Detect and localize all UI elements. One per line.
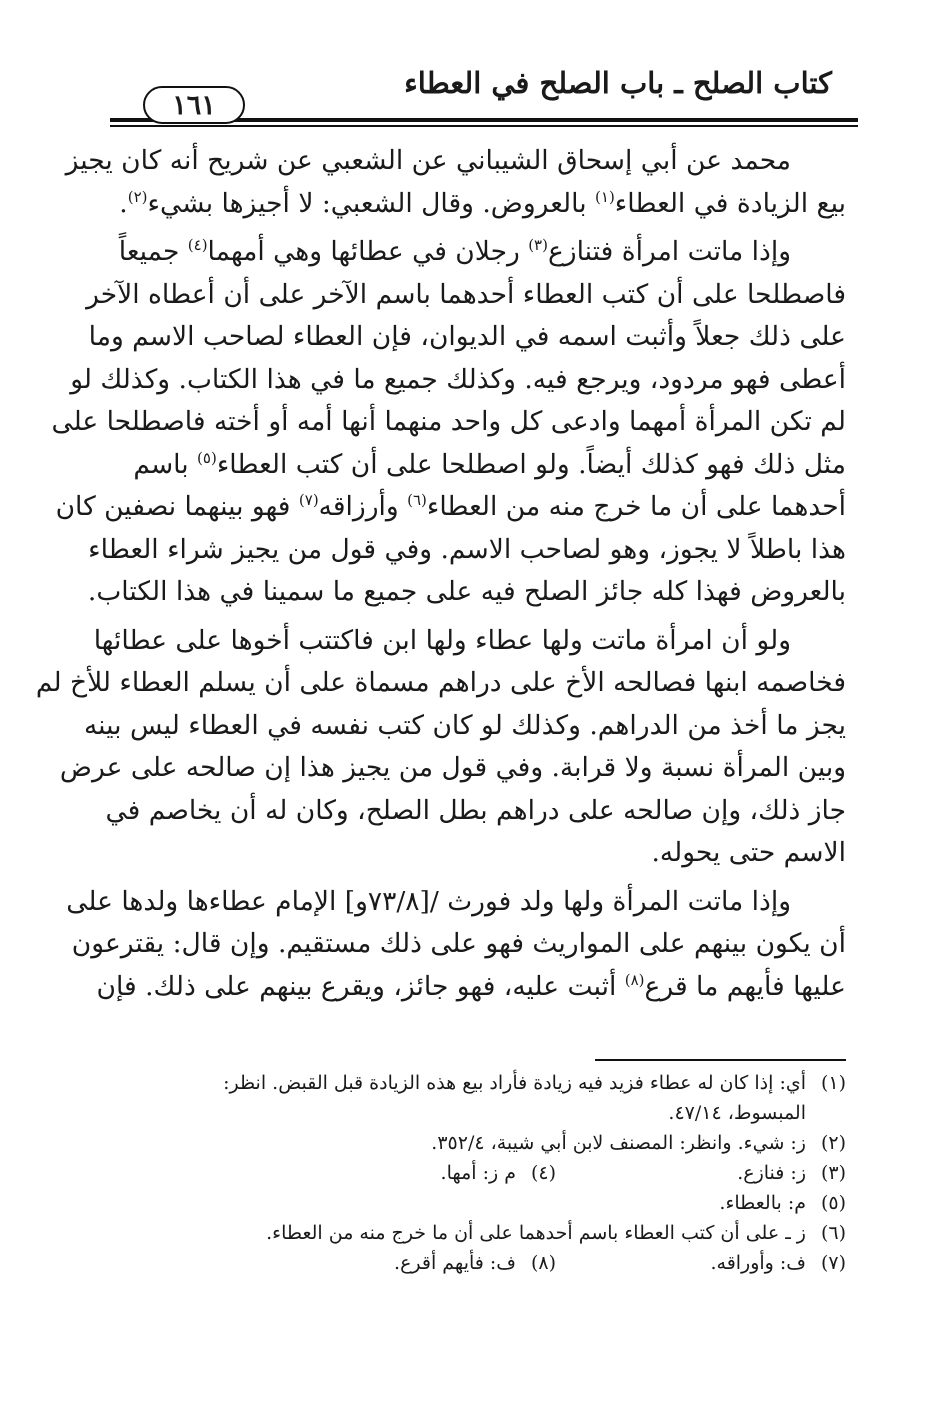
text-run: رجلان في عطائها وهي أمهما bbox=[207, 236, 529, 267]
text-run: باسم bbox=[133, 448, 198, 480]
text-run: . bbox=[119, 187, 128, 219]
footnote-separator bbox=[595, 1059, 846, 1061]
text-run: أعطى فهو مردود، ويرجع فيه. وكذلك جميع ما في هذا الكتاب. وكذلك لو bbox=[70, 363, 846, 395]
text-line bbox=[70, 359, 846, 402]
footnote-text: ز ـ على أن كتب العطاء باسم أحدهما على أن ما خرج منه من العطاء. bbox=[266, 1222, 806, 1244]
text-run: جاز ذلك، وإن صالحه على دراهم بطل الصلح، وكان له أن يخاصم في bbox=[105, 794, 846, 826]
footnote-text: المبسوط، ٤٧/١٤. bbox=[668, 1102, 806, 1124]
footnote-text: أي: إذا كان له عطاء فزيد فيه زيادة فأراد بيع هذه الزيادة قبل القبض. انظر: bbox=[223, 1072, 806, 1094]
text-line bbox=[71, 923, 846, 966]
text-run: أثبت عليه، فهو جائز، ويقرع بينهم على ذلك. فإن bbox=[96, 970, 625, 1002]
text-line bbox=[100, 231, 846, 274]
paragraph bbox=[65, 140, 846, 225]
footnote-line bbox=[100, 1218, 846, 1248]
text-line bbox=[100, 790, 846, 833]
text-run: وإذا ماتت امرأة فتنازع bbox=[547, 236, 791, 267]
text-line bbox=[86, 274, 846, 317]
footnote-line bbox=[100, 1098, 846, 1128]
page-number: ١٦١ bbox=[143, 86, 245, 124]
footnote-number: (٢) bbox=[820, 1132, 846, 1154]
text-run: جميعاً bbox=[118, 236, 188, 267]
main-text bbox=[35, 140, 846, 1008]
text-line bbox=[96, 966, 846, 1009]
text-run: بالعروض. وقال الشعبي: لا أجيزها بشيء bbox=[147, 187, 596, 219]
footnote-text: م: بالعطاء. bbox=[719, 1192, 806, 1214]
footnote-marker: (٥) bbox=[197, 448, 217, 467]
text-run: هذا باطلاً لا يجوز، وهو لصاحب الاسم. وفي قول من يجيز شراء العطاء bbox=[88, 533, 846, 565]
footnotes bbox=[100, 1068, 846, 1278]
text-line bbox=[100, 444, 846, 487]
footnote-line bbox=[100, 1248, 846, 1278]
text-run: محمد عن أبي إسحاق الشيباني عن الشعبي عن شريح أنه كان يجيز bbox=[65, 145, 791, 176]
text-run: أن يكون بينهم على المواريث فهو على ذلك مستقيم. وإن قال: يقترعون bbox=[71, 928, 846, 959]
text-run: لم تكن المرأة أمهما وادعى كل واحد منهما أنها أمه أو أخته فاصطلحا على bbox=[51, 406, 846, 437]
text-run: على ذلك جعلاً وأثبت اسمه في الديوان، فإن العطاء لصاحب الاسم وما bbox=[88, 321, 846, 352]
text-run: وبين المرأة نسبة ولا قرابة. وفي قول من يجيز هذا إن صالحه على عرض bbox=[59, 752, 846, 783]
footnote-marker: (٦) bbox=[407, 491, 427, 509]
text-run: فهو بينهما نصفين كان bbox=[55, 491, 299, 522]
footnote-text: ف: وأوراقه. bbox=[710, 1252, 806, 1274]
footnote-marker: (٢) bbox=[127, 187, 148, 206]
footnote-text: ز: فنازع. bbox=[737, 1162, 806, 1184]
header-rule-thin bbox=[110, 125, 858, 127]
text-run: بيع الزيادة في العطاء bbox=[614, 187, 846, 219]
text-run: عليها فأيهم ما قرع bbox=[644, 970, 846, 1002]
text-run: وإذا ماتت المرأة ولها ولد فورث /[٧٣/٨و] الإمام عطاءها ولدها على bbox=[66, 885, 791, 917]
text-line bbox=[65, 140, 846, 183]
footnote-number: (٥) bbox=[820, 1192, 846, 1214]
text-line bbox=[51, 401, 846, 444]
text-line bbox=[87, 571, 846, 614]
text-line bbox=[88, 529, 846, 572]
paragraph bbox=[66, 881, 846, 1009]
text-run: فاصطلحا على أن كتب العطاء أحدهما باسم الآخر على أن أعطاه الآخر bbox=[86, 278, 846, 310]
text-line bbox=[35, 662, 846, 705]
text-run: وأرزاقه bbox=[318, 491, 408, 522]
running-header-title: كتاب الصلح ـ باب الصلح في العطاء bbox=[404, 66, 832, 100]
footnote-marker: (٨) bbox=[624, 970, 645, 989]
text-line bbox=[66, 881, 846, 924]
footnote-text: ز: شيء. وانظر: المصنف لابن أبي شيبة، ٣٥٢/٤. bbox=[431, 1132, 806, 1154]
text-line bbox=[88, 316, 846, 359]
paragraph bbox=[51, 231, 846, 614]
footnote-marker: (١) bbox=[595, 187, 615, 206]
text-run: فخاصمه ابنها فصالحه الأخ على دراهم مسماة على أن يسلم العطاء للأخ لم bbox=[35, 667, 846, 698]
footnote-marker: (٧) bbox=[298, 491, 319, 509]
text-line bbox=[59, 747, 846, 790]
text-line bbox=[55, 486, 846, 529]
footnote-text: م ز: أمها. bbox=[440, 1162, 516, 1184]
text-run: ولو أن امرأة ماتت ولها عطاء ولها ابن فاكتتب أخوها على عطائها bbox=[93, 624, 791, 656]
footnote-number: (٧) bbox=[820, 1252, 846, 1274]
footnote-line bbox=[100, 1188, 846, 1218]
text-line bbox=[93, 620, 846, 663]
footnote-line bbox=[100, 1158, 846, 1188]
footnote-marker: (٤) bbox=[187, 236, 208, 254]
footnote-number: (٦) bbox=[820, 1222, 846, 1244]
footnote-number: (٣) bbox=[820, 1162, 846, 1184]
footnote-text: ف: فأيهم أقرع. bbox=[394, 1252, 516, 1274]
footnote-number: (٨) bbox=[530, 1252, 556, 1274]
text-run: يجز ما أخذ من الدراهم. وكذلك لو كان كتب نفسه في العطاء ليس بينه bbox=[83, 709, 846, 741]
text-line bbox=[100, 832, 846, 875]
footnote-line bbox=[100, 1068, 846, 1098]
text-line bbox=[83, 705, 846, 748]
footnote-number: (٤) bbox=[530, 1162, 556, 1184]
text-run: بالعروض فهذا كله جائز الصلح فيه على جميع ما سمينا في هذا الكتاب. bbox=[87, 576, 846, 607]
text-line bbox=[100, 183, 846, 226]
paragraph bbox=[35, 620, 846, 875]
footnote-number: (١) bbox=[820, 1072, 846, 1094]
text-run: الاسم حتى يحوله. bbox=[651, 837, 846, 868]
footnote-marker: (٣) bbox=[528, 236, 548, 254]
footnote-line bbox=[100, 1128, 846, 1158]
text-run: مثل ذلك فهو كذلك أيضاً. ولو اصطلحا على أن كتب العطاء bbox=[216, 448, 846, 480]
text-run: أحدهما على أن ما خرج منه من العطاء bbox=[426, 491, 846, 522]
